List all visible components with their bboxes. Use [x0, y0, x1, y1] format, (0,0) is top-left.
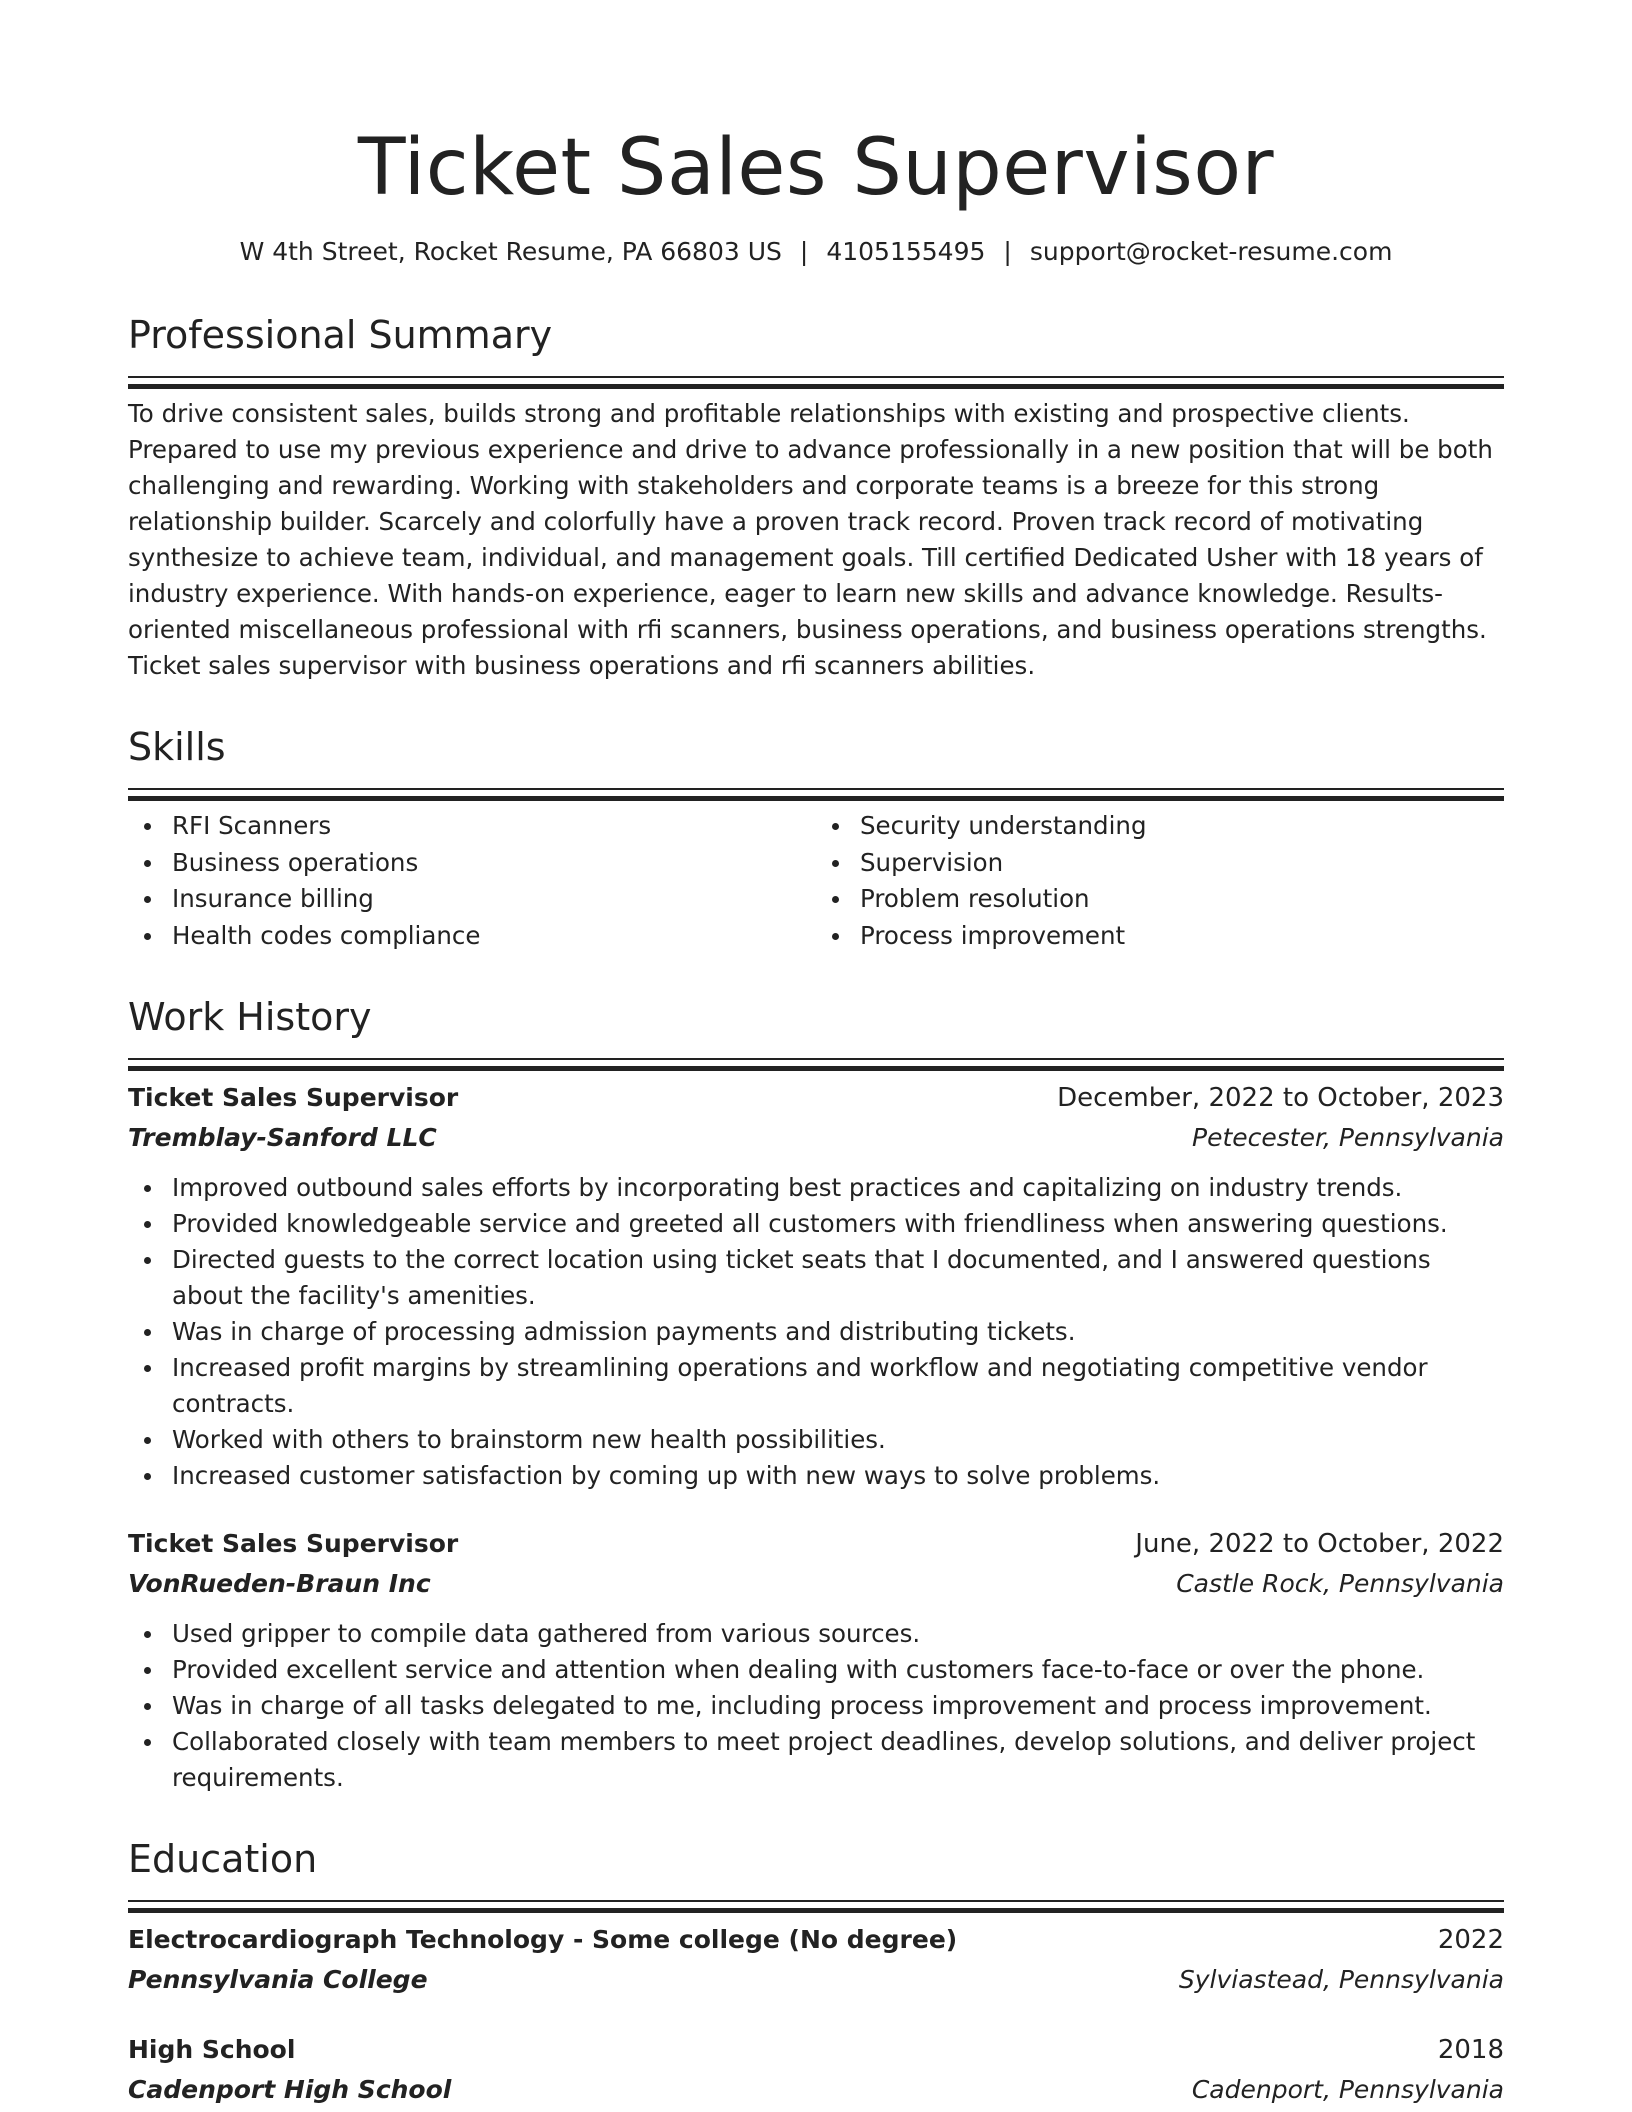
- job-bullets: [128, 1616, 1504, 1796]
- job-bullet: Increased profit margins by streamlining operations and workflow and negotiating competitive vendor contracts.: [128, 1350, 1504, 1422]
- job-company: VonRueden-Braun Inc: [128, 1569, 431, 1598]
- job-bullet: Worked with others to brainstorm new health possibilities.: [128, 1422, 1504, 1458]
- skill-item: Supervision: [816, 845, 1504, 882]
- education-year: 2018: [1437, 2035, 1504, 2065]
- education-degree: High School: [128, 2035, 296, 2064]
- contact-address: W 4th Street, Rocket Resume, PA 66803 US: [239, 237, 782, 266]
- contact-line: [128, 232, 1504, 272]
- job-role: Ticket Sales Supervisor: [128, 1083, 459, 1112]
- education-school: Cadenport High School: [128, 2075, 452, 2104]
- job-bullet: Used gripper to compile data gathered from various sources.: [128, 1616, 1504, 1652]
- education-entry: [128, 2030, 1504, 2110]
- job-bullet: Provided knowledgeable service and greeted all customers with friendliness when answering questions.: [128, 1206, 1504, 1242]
- skill-item: Problem resolution: [816, 881, 1504, 918]
- education-year: 2022: [1437, 1925, 1504, 1955]
- summary-text: To drive consistent sales, builds strong and profitable relationships with existing and prospective clients. Prepared to use my previous experience and drive to advance professionally in a new position that will be both challenging and rewarding. Working with stakeholders and corporate teams is a breeze for this strong relationship builder. Scarcely and colorfully have a proven track record. Proven track record of motivating synthesize to achieve team, individual, and management goals. Till certified Dedicated Usher with 18 years of industry experience. With hands-on experience, eager to learn new skills and advance knowledge. Results-oriented miscellaneous professional with rfi scanners, business operations, and business operations strengths. Ticket sales supervisor with business operations and rfi scanners abilities.: [128, 399, 1493, 680]
- job-company: Tremblay-Sanford LLC: [128, 1123, 437, 1152]
- section-divider: [128, 1058, 1504, 1060]
- job-bullets: [128, 1170, 1504, 1494]
- contact-separator: |: [1003, 237, 1012, 266]
- job-bullet: Was in charge of processing admission payments and distributing tickets.: [128, 1314, 1504, 1350]
- job-bullet: Directed guests to the correct location using ticket seats that I documented, and I answered questions about the facility's amenities.: [128, 1242, 1504, 1314]
- section-divider: [128, 376, 1504, 378]
- skill-item: Process improvement: [816, 918, 1504, 955]
- contact-separator: |: [799, 237, 809, 266]
- skills-section: [128, 722, 1504, 954]
- education-entry: [128, 1920, 1504, 2000]
- education-degree: Electrocardiograph Technology - Some college (No degree): [128, 1925, 958, 1954]
- section-heading-work-history: Work History: [128, 995, 372, 1039]
- skill-item: RFI Scanners: [128, 808, 816, 845]
- job-bullet: Provided excellent service and attention when dealing with customers face-to-face or over the phone.: [128, 1652, 1504, 1688]
- skill-item: Business operations: [128, 845, 816, 882]
- resume-title: Ticket Sales Supervisor: [357, 123, 1275, 213]
- section-heading-summary: Professional Summary: [128, 313, 553, 357]
- education-school: Pennsylvania College: [128, 1965, 428, 1994]
- job-dates: December, 2022 to October, 2023: [1057, 1083, 1504, 1113]
- job-role: Ticket Sales Supervisor: [128, 1529, 459, 1558]
- education-location: Cadenport, Pennsylvania: [1191, 2075, 1504, 2104]
- section-heading-education: Education: [128, 1837, 318, 1881]
- job-location: Petecester, Pennsylvania: [1192, 1123, 1504, 1152]
- job-entry: [128, 1078, 1504, 1494]
- education-section: [128, 1834, 1504, 2110]
- education-location: Sylviastead, Pennsylvania: [1178, 1965, 1504, 1994]
- skill-item: Security understanding: [816, 808, 1504, 845]
- section-divider: [128, 1900, 1504, 1902]
- job-bullet: Was in charge of all tasks delegated to me, including process improvement and process improvement.: [128, 1688, 1504, 1724]
- job-location: Castle Rock, Pennsylvania: [1176, 1569, 1504, 1598]
- skill-item: Insurance billing: [128, 881, 816, 918]
- work-history-section: [128, 992, 1504, 1796]
- job-bullet: Increased customer satisfaction by coming up with new ways to solve problems.: [128, 1458, 1504, 1494]
- job-bullet: Collaborated closely with team members to meet project deadlines, develop solutions, and deliver project requirements.: [128, 1724, 1504, 1796]
- job-entry: [128, 1524, 1504, 1796]
- summary-section: [128, 310, 1504, 684]
- job-bullet: Improved outbound sales efforts by incorporating best practices and capitalizing on industry trends.: [128, 1170, 1504, 1206]
- contact-email[interactable]: support@rocket-resume.com: [1029, 237, 1393, 266]
- section-heading-skills: Skills: [128, 725, 226, 769]
- contact-phone: 4105155495: [826, 237, 986, 266]
- skills-list: [128, 808, 1504, 954]
- job-dates: June, 2022 to October, 2022: [1135, 1529, 1504, 1559]
- skill-item: Health codes compliance: [128, 918, 816, 955]
- section-divider: [128, 788, 1504, 790]
